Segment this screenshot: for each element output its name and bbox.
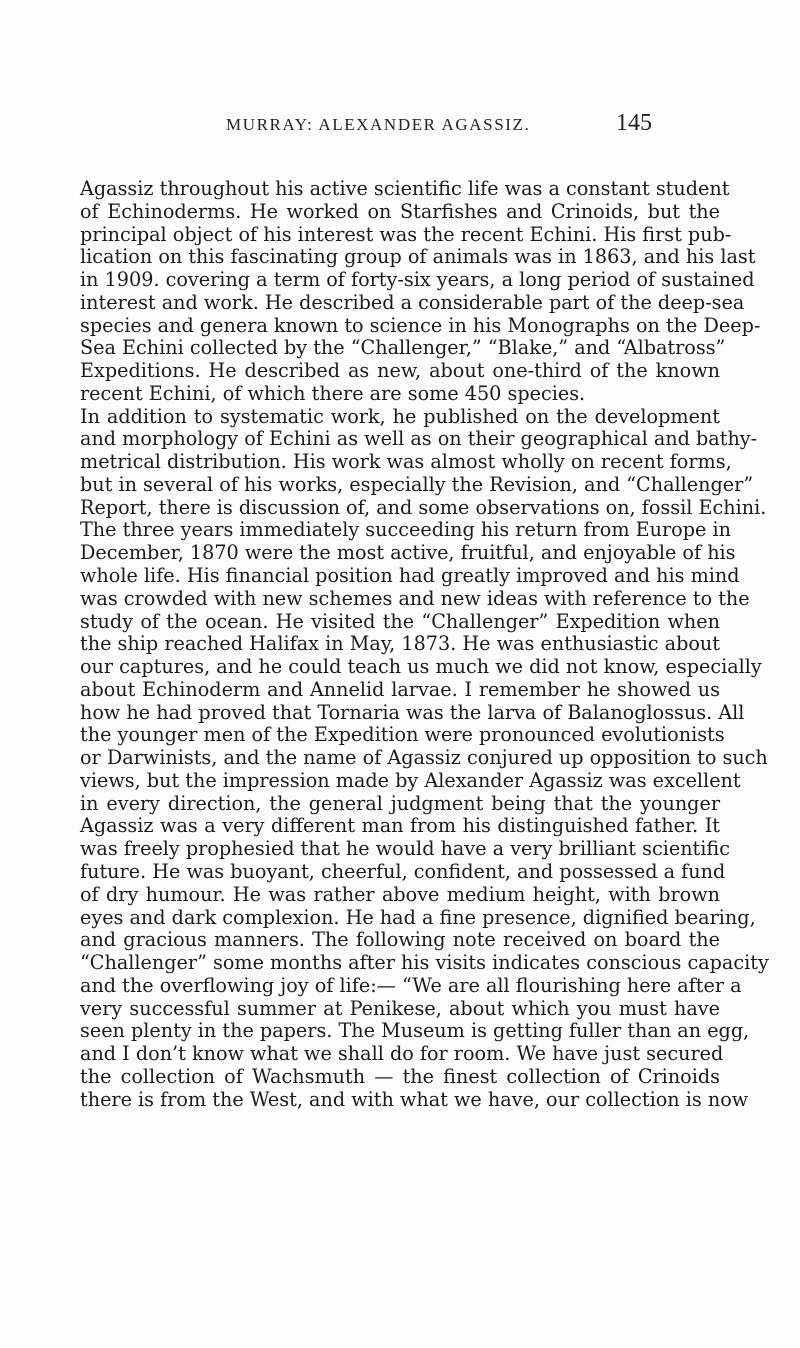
text-line: seen plenty in the papers. The Museum is getting fuller than an egg, [80,1019,750,1043]
text-line: about Echinoderm and Annelid larvae. I remember he showed us [80,677,720,701]
text-line: the collection of Wachsmuth — the finest collection of Crinoids [80,1064,720,1088]
text-line: metrical distribution. His work was almost wholly on recent forms, [80,450,732,474]
text-line: In addition to systematic work, he published on the development [80,404,720,428]
text-line: Agassiz throughout his active scientific life was a constant student [80,177,730,200]
text-line: interest and work. He described a considerable part of the deep-sea [80,290,745,314]
text-line: The three years immediately succeeding his return from Europe in [80,518,731,542]
text-line: recent Echini, of which there are some 450 species. [80,381,586,405]
text-line: whole life. His financial position had greatly improved and his mind [80,564,740,588]
text-line: but in several of his works, especially the Revision, and “Challenger” [80,472,754,496]
text-line: and I don’t know what we shall do for room. We have just secured [80,1042,724,1066]
text-line: Agassiz was a very different man from his distinguished father. It [80,814,720,838]
text-line: Expeditions. He described as new, about one-third of the known [80,359,720,383]
text-line: December, 1870 were the most active, fruitful, and enjoyable of his [80,541,736,565]
text-line: “Challenger” some months after his visits indicates conscious capacity [80,951,769,975]
text-line: very successful summer at Penikese, about which you must have [80,996,720,1020]
text-line: Report, there is discussion of, and some observations on, fossil Echini. [80,495,767,519]
text-line: views, but the impression made by Alexander Agassiz was excellent [80,768,741,792]
text-line: of dry humour. He was rather above medium height, with brown [80,882,720,906]
text-line: in 1909. covering a term of forty-six years, a long period of sustained [80,268,755,292]
text-line: was freely prophesied that he would have a very brilliant scientific [80,837,730,861]
text-line: how he had proved that Tornaria was the larva of Balanoglossus. All [80,700,745,724]
text-line: was crowded with new schemes and new ideas with reference to the [80,586,750,610]
text-line: in every direction, the general judgment being that the younger [80,791,720,815]
text-line: our captures, and he could teach us much we did not know, especially [80,655,762,679]
text-line: there is from the West, and with what we have, our collection is now [80,1087,749,1111]
text-line: principal object of his interest was the recent Echini. His first pub- [80,222,732,246]
text-line: the younger men of the Expedition were pronounced evolutionists [80,723,725,747]
text-line: future. He was buoyant, cheerful, confident, and possessed a fund [80,859,726,883]
text-line: and the overflowing joy of life:— “We are all flourishing here after a [80,973,742,997]
body-text [80,177,769,1111]
page-number: 145 [616,110,652,136]
text-line: the ship reached Halifax in May, 1873. He was enthusiastic about [80,632,720,656]
text-line: eyes and dark complexion. He had a fine presence, dignified bearing, [80,905,756,929]
running-title: MURRAY: ALEXANDER AGASSIZ. [226,115,531,134]
text-line: and morphology of Echini as well as on their geographical and bathy- [80,427,758,451]
text-line: species and genera known to science in his Monographs on the Deep- [80,313,761,337]
text-line: study of the ocean. He visited the “Challenger” Expedition when [80,609,720,633]
text-line: or Darwinists, and the name of Agassiz conjured up opposition to such [80,746,768,770]
text-line: lication on this fascinating group of animals was in 1863, and his last [80,245,756,269]
text-line: Sea Echini collected by the “Challenger,” “Blake,” and “Albatross” [80,336,726,360]
text-line: and gracious manners. The following note received on board the [80,928,720,952]
text-line: of Echinoderms. He worked on Starfishes and Crinoids, but the [80,199,720,223]
running-head [0,110,800,150]
